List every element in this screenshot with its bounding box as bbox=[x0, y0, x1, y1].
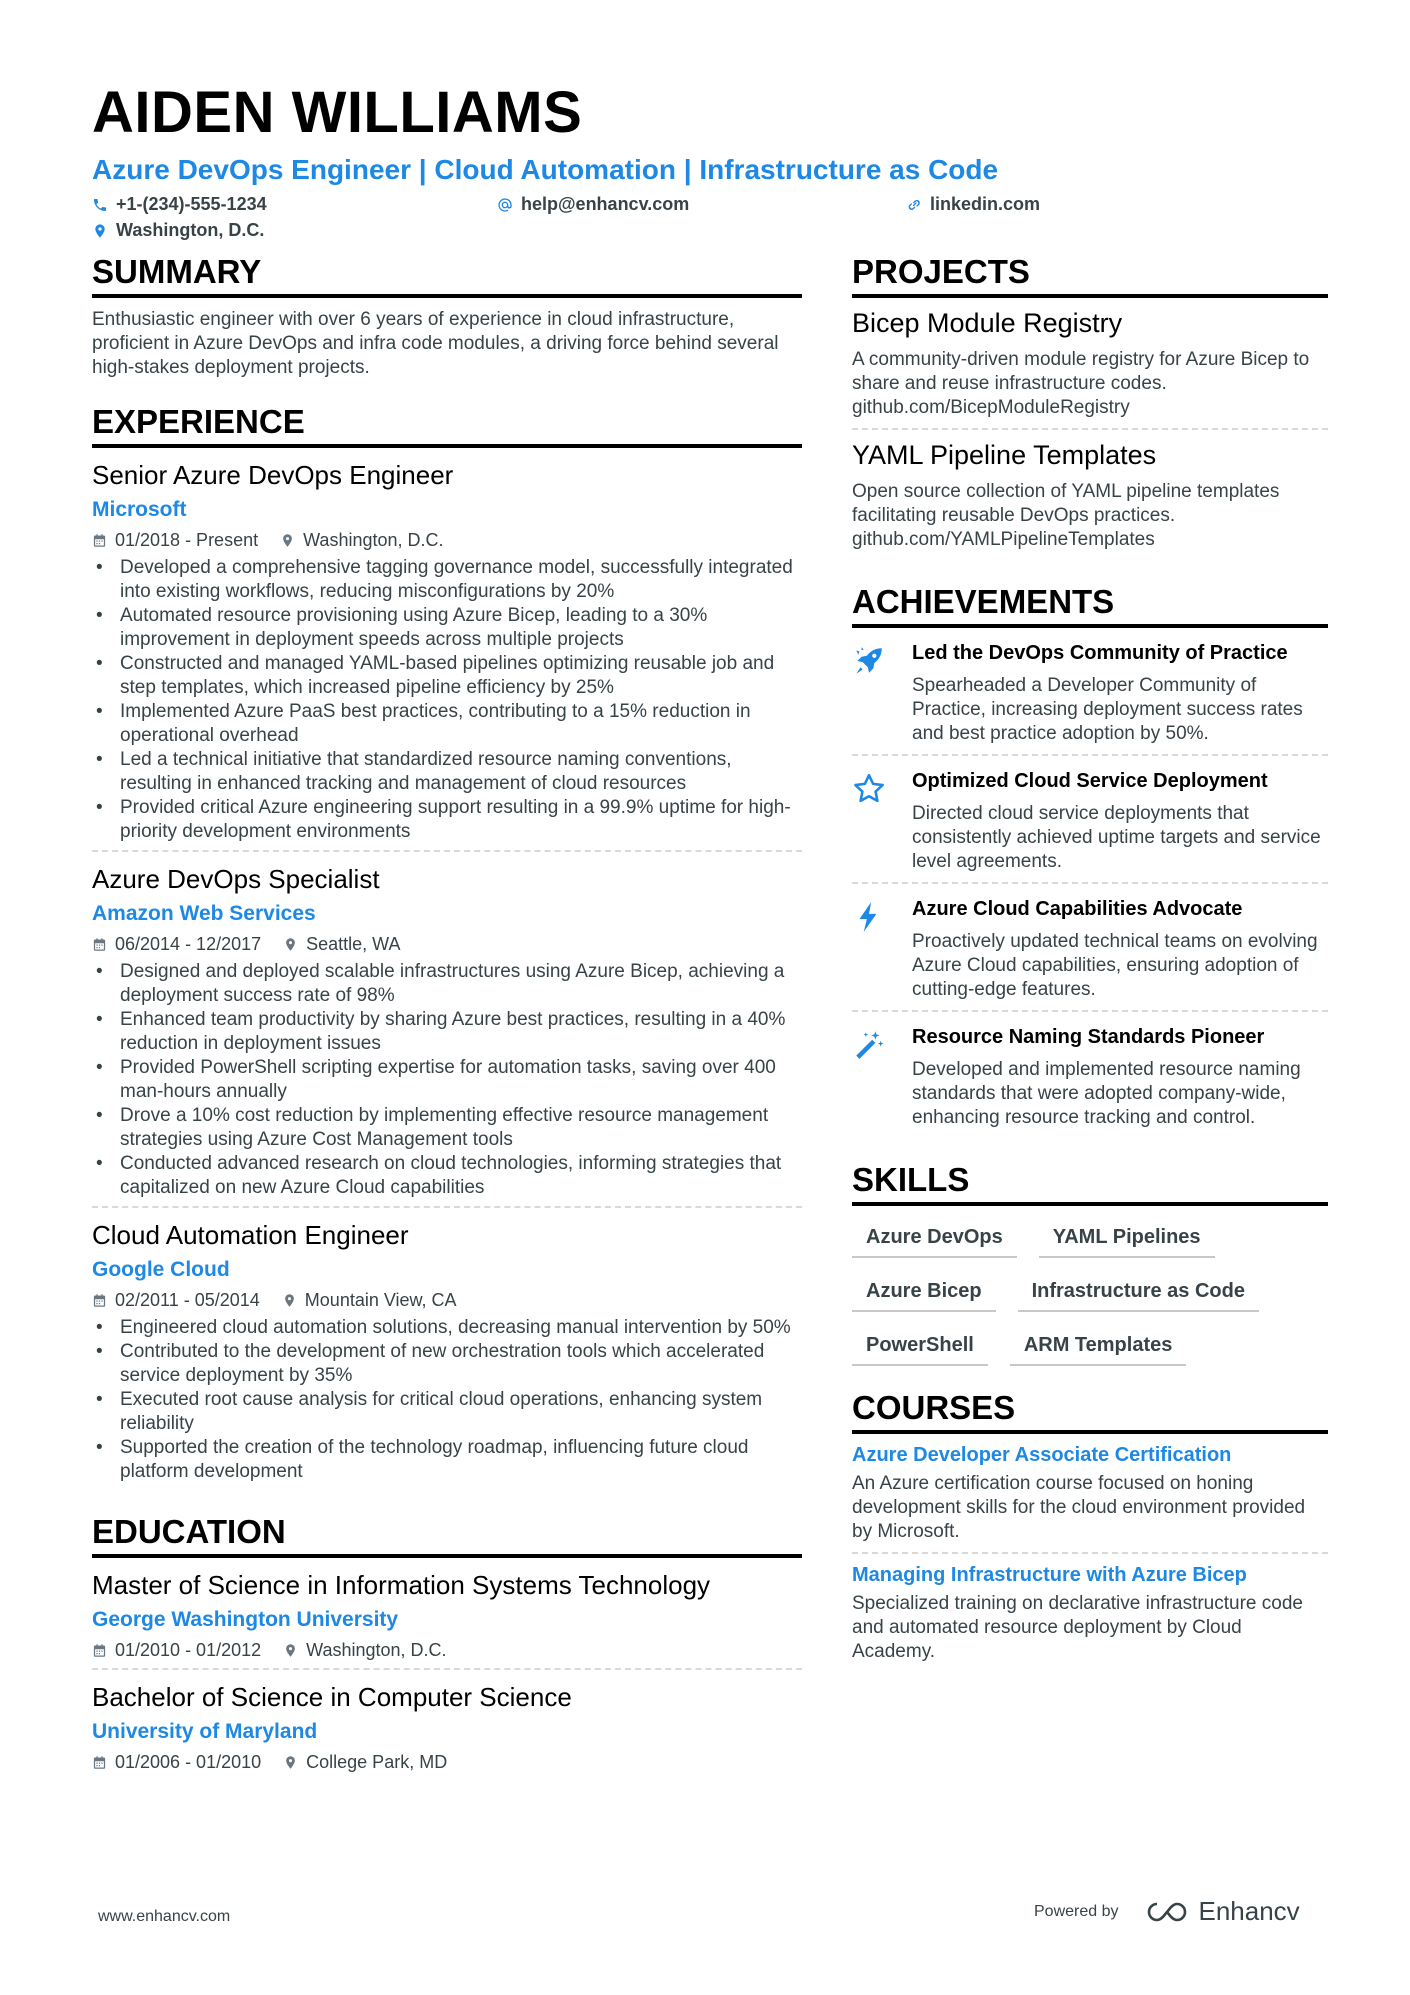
phone-text: +1-(234)-555-1234 bbox=[116, 194, 267, 214]
brand-name: Enhancv bbox=[1198, 1896, 1300, 1926]
course-description: An Azure certification course focused on honing development skills for the cloud environment provided by Microsoft. bbox=[852, 1473, 1306, 1542]
skills-heading: SKILLS bbox=[852, 1160, 1328, 1206]
achievement-body bbox=[912, 1024, 1328, 1130]
achievement-entry bbox=[852, 1010, 1328, 1138]
location-pin-icon bbox=[92, 223, 108, 239]
education-dates-text: 01/2010 - 01/2012 bbox=[115, 1640, 262, 1660]
resume-header bbox=[92, 78, 1332, 244]
skills-list bbox=[852, 1220, 1328, 1366]
phone-icon bbox=[92, 197, 108, 213]
location-pin-icon bbox=[283, 1643, 298, 1658]
achievement-description: Directed cloud service deployments that consistently achieved uptime targets and service level agreements. bbox=[912, 803, 1321, 872]
project-link[interactable]: github.com/YAMLPipelineTemplates bbox=[852, 529, 1155, 550]
achievement-description: Developed and implemented resource naming standards that were adopted company-wide, enhancing resource tracking and control. bbox=[912, 1059, 1301, 1128]
job-bullet: • Contributed to the development of new orchestration tools which accelerated service deployment by 35% bbox=[92, 1340, 802, 1388]
job-entry bbox=[92, 1206, 802, 1490]
company-name: Amazon Web Services bbox=[92, 902, 316, 925]
job-title: Cloud Automation Engineer bbox=[92, 1220, 409, 1250]
achievements-section bbox=[852, 582, 1328, 1138]
skill-tag: Azure DevOps bbox=[852, 1220, 1017, 1258]
job-bullet: • Constructed and managed YAML-based pipelines optimizing reusable job and step templates, which increased pipeline efficiency by 25% bbox=[92, 652, 802, 700]
link-icon bbox=[906, 197, 922, 213]
education-dates bbox=[92, 1750, 261, 1774]
courses-section bbox=[852, 1388, 1328, 1672]
job-meta bbox=[92, 1288, 802, 1312]
job-location bbox=[280, 528, 443, 552]
course-entry bbox=[852, 1552, 1328, 1672]
achievement-entry bbox=[852, 754, 1328, 882]
projects-section bbox=[852, 252, 1328, 560]
project-description bbox=[852, 348, 1328, 420]
achievement-description: Spearheaded a Developer Community of Practice, increasing deployment success rates and best practice adoption by 50%. bbox=[912, 675, 1303, 744]
experience-heading: EXPERIENCE bbox=[92, 402, 802, 448]
achievement-body bbox=[912, 768, 1328, 874]
company-name: Microsoft bbox=[92, 498, 187, 521]
education-entry bbox=[92, 1668, 802, 1780]
degree-title: Bachelor of Science in Computer Science bbox=[92, 1682, 572, 1712]
job-bullet: • Designed and deployed scalable infrastructures using Azure Bicep, achieving a deployment success rate of 98% bbox=[92, 960, 802, 1008]
magic-wand-icon-svg bbox=[852, 1028, 886, 1062]
calendar-icon bbox=[92, 937, 107, 952]
location-pin-icon bbox=[280, 533, 295, 548]
courses-heading: COURSES bbox=[852, 1388, 1328, 1434]
job-bullet: • Automated resource provisioning using Azure Bicep, leading to a 30% improvement in deployment speeds across multiple projects bbox=[92, 604, 802, 652]
skill-tag: Azure Bicep bbox=[852, 1274, 996, 1312]
achievement-body bbox=[912, 896, 1328, 1002]
project-link[interactable]: github.com/BicepModuleRegistry bbox=[852, 397, 1130, 418]
job-bullet: • Executed root cause analysis for critical cloud operations, enhancing system reliability bbox=[92, 1388, 802, 1436]
achievement-title: Optimized Cloud Service Deployment bbox=[912, 770, 1268, 792]
education-heading: EDUCATION bbox=[92, 1512, 802, 1558]
education-dates bbox=[92, 1638, 261, 1662]
education-entry bbox=[92, 1558, 802, 1668]
course-entry bbox=[852, 1434, 1328, 1552]
job-bullet: • Led a technical initiative that standardized resource naming conventions, resulting in enhanced tracking and management of cloud resources bbox=[92, 748, 802, 796]
star-icon-svg bbox=[852, 772, 886, 806]
calendar-icon bbox=[92, 1755, 107, 1770]
achievement-description: Proactively updated technical teams on evolving Azure Cloud capabilities, ensuring adoption of cutting-edge features. bbox=[912, 931, 1318, 1000]
location-text: Washington, D.C. bbox=[116, 220, 265, 240]
summary-section bbox=[92, 252, 802, 380]
job-bullet: • Engineered cloud automation solutions, decreasing manual intervention by 50% bbox=[92, 1316, 802, 1340]
job-dates-text: 06/2014 - 12/2017 bbox=[115, 934, 262, 954]
job-dates-text: 01/2018 - Present bbox=[115, 530, 259, 550]
magic-wand-icon bbox=[852, 1024, 894, 1130]
rocket-icon-svg bbox=[852, 644, 886, 678]
contact-phone[interactable] bbox=[92, 194, 267, 215]
education-location-text: Washington, D.C. bbox=[306, 1640, 447, 1660]
achievement-title: Resource Naming Standards Pioneer bbox=[912, 1026, 1265, 1048]
course-title: Managing Infrastructure with Azure Bicep bbox=[852, 1564, 1247, 1586]
job-bullets bbox=[92, 556, 802, 844]
achievement-body bbox=[912, 640, 1328, 746]
job-dates bbox=[92, 932, 261, 956]
job-title: Azure DevOps Specialist bbox=[92, 864, 380, 894]
contact-info bbox=[92, 192, 1332, 244]
contact-email[interactable] bbox=[497, 194, 689, 215]
project-desc-text: Open source collection of YAML pipeline templates facilitating reusable DevOps practices. bbox=[852, 481, 1280, 526]
job-bullet: • Provided PowerShell scripting expertise for automation tasks, saving over 400 man-hours annually bbox=[92, 1056, 802, 1104]
projects-heading: PROJECTS bbox=[852, 252, 1328, 298]
location-pin-icon bbox=[283, 937, 298, 952]
star-icon bbox=[852, 768, 894, 874]
location-pin-icon bbox=[283, 1755, 298, 1770]
education-location bbox=[283, 1638, 446, 1662]
job-bullet: • Drove a 10% cost reduction by implementing effective resource management strategies using Azure Cost Management tools bbox=[92, 1104, 802, 1152]
job-dates bbox=[92, 1288, 260, 1312]
summary-heading: SUMMARY bbox=[92, 252, 802, 298]
powered-by-text: Powered by bbox=[1034, 1902, 1119, 1920]
skill-tag: ARM Templates bbox=[1010, 1328, 1187, 1366]
achievement-entry bbox=[852, 882, 1328, 1010]
education-location bbox=[283, 1750, 447, 1774]
education-dates-text: 01/2006 - 01/2010 bbox=[115, 1752, 262, 1772]
course-title: Azure Developer Associate Certification bbox=[852, 1444, 1232, 1466]
job-bullet: • Supported the creation of the technology roadmap, influencing future cloud platform development bbox=[92, 1436, 802, 1484]
job-bullet: • Developed a comprehensive tagging governance model, successfully integrated into existing workflows, reducing misconfigurations by 20% bbox=[92, 556, 802, 604]
email-text: help@enhancv.com bbox=[521, 194, 690, 214]
job-bullet: • Conducted advanced research on cloud technologies, informing strategies that capitalized on new Azure Cloud capabilities bbox=[92, 1152, 802, 1200]
job-meta bbox=[92, 528, 802, 552]
contact-linkedin[interactable] bbox=[906, 194, 1040, 215]
enhancv-logo[interactable] bbox=[1143, 1896, 1300, 1927]
job-location-text: Seattle, WA bbox=[306, 934, 401, 954]
at-sign-icon bbox=[497, 197, 513, 213]
lightning-icon bbox=[852, 896, 894, 1002]
calendar-icon bbox=[92, 1643, 107, 1658]
job-location bbox=[282, 1288, 457, 1312]
project-desc-text: A community-driven module registry for Azure Bicep to share and reuse infrastructure codes. bbox=[852, 349, 1310, 394]
contact-location bbox=[92, 220, 264, 241]
project-description bbox=[852, 480, 1328, 552]
footer-branding bbox=[1034, 1896, 1300, 1927]
project-entry bbox=[852, 298, 1328, 428]
job-dates-text: 02/2011 - 05/2014 bbox=[115, 1290, 260, 1310]
job-bullet: • Provided critical Azure engineering support resulting in a 99.9% uptime for high-priority development environments bbox=[92, 796, 802, 844]
achievement-entry bbox=[852, 628, 1328, 754]
education-meta bbox=[92, 1750, 802, 1774]
project-title: Bicep Module Registry bbox=[852, 308, 1123, 338]
experience-section bbox=[92, 402, 802, 1490]
job-dates bbox=[92, 528, 258, 552]
calendar-icon bbox=[92, 533, 107, 548]
job-bullet: • Enhanced team productivity by sharing Azure best practices, resulting in a 40% reduction in deployment issues bbox=[92, 1008, 802, 1056]
left-column bbox=[92, 252, 802, 1802]
footer-website[interactable]: www.enhancv.com bbox=[98, 1908, 231, 1925]
right-column bbox=[852, 252, 1328, 1694]
job-location-text: Mountain View, CA bbox=[304, 1290, 457, 1310]
calendar-icon bbox=[92, 1293, 107, 1308]
project-entry bbox=[852, 428, 1328, 560]
job-location bbox=[283, 932, 400, 956]
location-pin-icon bbox=[282, 1293, 297, 1308]
summary-text: Enthusiastic engineer with over 6 years of experience in cloud infrastructure, proficient in Azure DevOps and infra code modules, a driving force behind several high-stakes deployment projects. bbox=[92, 309, 779, 378]
job-entry bbox=[92, 448, 802, 850]
skill-tag: YAML Pipelines bbox=[1039, 1220, 1215, 1258]
course-description: Specialized training on declarative infrastructure code and automated resource deployment by Cloud Academy. bbox=[852, 1593, 1303, 1662]
degree-title: Master of Science in Information Systems Technology bbox=[92, 1570, 711, 1600]
job-bullets bbox=[92, 1316, 802, 1484]
skill-tag: Infrastructure as Code bbox=[1018, 1274, 1259, 1312]
job-bullets bbox=[92, 960, 802, 1200]
skills-section bbox=[852, 1160, 1328, 1366]
job-title: Senior Azure DevOps Engineer bbox=[92, 460, 454, 490]
candidate-name: AIDEN WILLIAMS bbox=[92, 80, 583, 145]
school-name: George Washington University bbox=[92, 1608, 399, 1631]
education-section bbox=[92, 1512, 802, 1780]
candidate-subtitle: Azure DevOps Engineer | Cloud Automation | Infrastructure as Code bbox=[92, 154, 999, 185]
rocket-icon bbox=[852, 640, 894, 746]
company-name: Google Cloud bbox=[92, 1258, 230, 1281]
job-meta bbox=[92, 932, 802, 956]
achievements-heading: ACHIEVEMENTS bbox=[852, 582, 1328, 628]
achievement-title: Azure Cloud Capabilities Advocate bbox=[912, 898, 1243, 920]
education-location-text: College Park, MD bbox=[306, 1752, 448, 1772]
education-meta bbox=[92, 1638, 802, 1662]
job-entry bbox=[92, 850, 802, 1206]
linkedin-text: linkedin.com bbox=[930, 194, 1041, 214]
school-name: University of Maryland bbox=[92, 1720, 318, 1743]
job-bullet: • Implemented Azure PaaS best practices, contributing to a 15% reduction in operational overhead bbox=[92, 700, 802, 748]
skill-tag: PowerShell bbox=[852, 1328, 988, 1366]
enhancv-logo-icon bbox=[1143, 1899, 1191, 1925]
achievement-title: Led the DevOps Community of Practice bbox=[912, 642, 1288, 664]
job-location-text: Washington, D.C. bbox=[303, 530, 444, 550]
project-title: YAML Pipeline Templates bbox=[852, 440, 1157, 470]
lightning-icon-svg bbox=[852, 900, 886, 934]
